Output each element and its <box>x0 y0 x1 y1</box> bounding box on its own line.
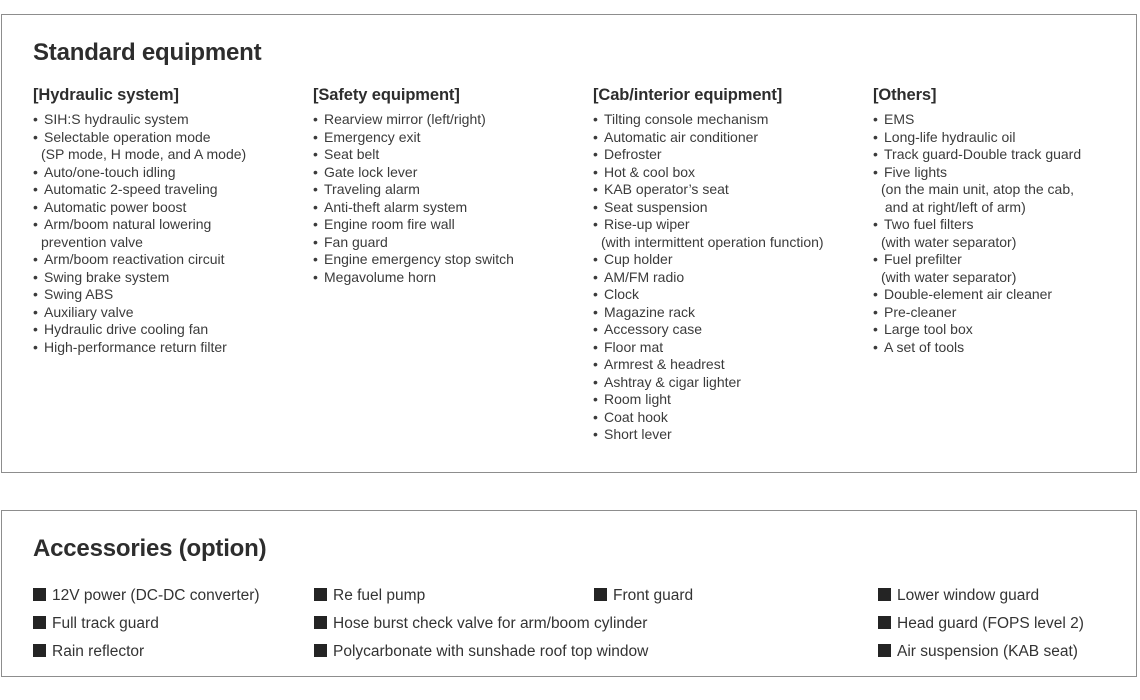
equipment-item-list <box>593 111 873 444</box>
equipment-item: • AM/FM radio <box>593 268 685 285</box>
bullet-icon: • <box>873 163 878 180</box>
bullet-icon: • <box>313 268 318 285</box>
bullet-icon: • <box>873 216 878 232</box>
bullet-icon: • <box>873 321 878 337</box>
equipment-item: • Room light <box>593 391 671 407</box>
accessories-title: Accessories (option) <box>33 535 267 562</box>
bullet-icon: • <box>593 426 598 442</box>
bullet-icon: • <box>593 251 598 267</box>
accessory-item: Re fuel pump <box>314 582 648 610</box>
equipment-item: • Arm/boom reactivation circuit <box>33 251 225 267</box>
bullet-icon: • <box>873 286 878 302</box>
accessories-column <box>33 582 260 666</box>
bullet-icon: • <box>593 111 598 127</box>
accessory-item: Full track guard <box>33 610 260 638</box>
bullet-icon: • <box>33 338 38 355</box>
bullet-icon: • <box>33 303 38 320</box>
equipment-item: • Five lights <box>873 163 948 180</box>
equipment-item: • A set of tools <box>873 338 965 355</box>
equipment-item: • Two fuel filters <box>873 216 974 232</box>
equipment-column-header: [Cab/interior equipment] <box>593 86 783 104</box>
bullet-icon: • <box>33 198 38 215</box>
equipment-item: • Coat hook <box>593 408 668 425</box>
equipment-item: • High-performance return filter <box>33 338 227 355</box>
accessories-column <box>878 582 1084 666</box>
equipment-item: • Engine emergency stop switch <box>313 251 514 267</box>
bullet-icon: • <box>33 251 38 267</box>
square-bullet-icon <box>314 616 327 629</box>
square-bullet-icon <box>314 588 327 601</box>
equipment-item: • Floor mat <box>593 338 664 355</box>
equipment-column-header: [Hydraulic system] <box>33 86 179 104</box>
equipment-item: • Seat suspension <box>593 198 708 215</box>
square-bullet-icon <box>594 588 607 601</box>
bullet-icon: • <box>593 286 598 302</box>
bullet-icon: • <box>313 181 318 197</box>
equipment-item: • Engine room fire wall <box>313 216 455 232</box>
equipment-item: • KAB operator’s seat <box>593 181 729 197</box>
equipment-column <box>593 85 873 444</box>
bullet-icon: • <box>33 181 38 197</box>
equipment-item: • Gate lock lever <box>313 163 418 180</box>
bullet-icon: • <box>33 216 38 232</box>
accessory-item: Hose burst check valve for arm/boom cylinder <box>314 610 648 638</box>
bullet-icon: • <box>33 128 38 145</box>
equipment-item: • Auxiliary valve <box>33 303 134 320</box>
bullet-icon: • <box>33 286 38 302</box>
bullet-icon: • <box>593 338 598 355</box>
equipment-item: • Accessory case <box>593 321 703 337</box>
equipment-item: • Automatic air conditioner <box>593 128 759 145</box>
equipment-column <box>313 85 593 286</box>
bullet-icon: • <box>873 146 878 162</box>
bullet-icon: • <box>593 128 598 145</box>
bullet-icon: • <box>313 198 318 215</box>
square-bullet-icon <box>878 644 891 657</box>
bullet-icon: • <box>593 198 598 215</box>
bullet-icon: • <box>593 268 598 285</box>
equipment-item-continuation: (SP mode, H mode, and A mode) <box>41 146 247 162</box>
equipment-item-list <box>873 111 1140 356</box>
equipment-item: • Hot & cool box <box>593 163 696 180</box>
equipment-item: • Fan guard <box>313 233 388 250</box>
bullet-icon: • <box>593 146 598 162</box>
bullet-icon: • <box>313 146 318 162</box>
square-bullet-icon <box>878 588 891 601</box>
equipment-item-continuation: prevention valve <box>41 233 143 250</box>
accessory-item: Air suspension (KAB seat) <box>878 638 1084 666</box>
bullet-icon: • <box>593 303 598 320</box>
bullet-icon: • <box>873 251 878 267</box>
bullet-icon: • <box>593 391 598 407</box>
equipment-item: • Hydraulic drive cooling fan <box>33 321 209 337</box>
equipment-item: • Armrest & headrest <box>593 356 725 372</box>
equipment-item: • Fuel prefilter <box>873 251 962 267</box>
bullet-icon: • <box>313 128 318 145</box>
equipment-item-continuation: (with intermittent operation function) <box>601 233 824 250</box>
bullet-icon: • <box>873 111 878 127</box>
equipment-item: • Rise-up wiper <box>593 216 690 232</box>
bullet-icon: • <box>593 373 598 390</box>
bullet-icon: • <box>313 163 318 180</box>
equipment-item: • Swing ABS <box>33 286 114 302</box>
square-bullet-icon <box>878 616 891 629</box>
bullet-icon: • <box>593 163 598 180</box>
bullet-icon: • <box>593 216 598 232</box>
accessory-item: 12V power (DC-DC converter) <box>33 582 260 610</box>
accessories-column <box>594 582 693 610</box>
bullet-icon: • <box>313 111 318 127</box>
equipment-item-continuation: (with water separator) <box>881 233 1017 250</box>
bullet-icon: • <box>873 303 878 320</box>
equipment-item-continuation: and at right/left of arm) <box>881 198 1026 215</box>
square-bullet-icon <box>33 588 46 601</box>
bullet-icon: • <box>33 268 38 285</box>
equipment-item: • Rearview mirror (left/right) <box>313 111 486 127</box>
equipment-item: • Tilting console mechanism <box>593 111 769 127</box>
equipment-item: • Automatic 2-speed traveling <box>33 181 218 197</box>
equipment-item: • EMS <box>873 111 915 127</box>
accessory-item: Rain reflector <box>33 638 260 666</box>
standard-equipment-section <box>1 14 1137 473</box>
equipment-item: • Traveling alarm <box>313 181 420 197</box>
equipment-item: • SIH:S hydraulic system <box>33 111 189 127</box>
equipment-item: • Clock <box>593 286 640 302</box>
bullet-icon: • <box>313 216 318 232</box>
bullet-icon: • <box>313 251 318 267</box>
equipment-item: • Automatic power boost <box>33 198 187 215</box>
equipment-item: • Pre-cleaner <box>873 303 957 320</box>
accessory-item: Front guard <box>594 582 693 610</box>
equipment-item: • Magazine rack <box>593 303 696 320</box>
equipment-item: • Arm/boom natural lowering <box>33 216 212 232</box>
equipment-item: • Swing brake system <box>33 268 170 285</box>
equipment-item: • Short lever <box>593 426 672 442</box>
bullet-icon: • <box>33 163 38 180</box>
standard-equipment-title: Standard equipment <box>33 39 262 66</box>
bullet-icon: • <box>873 338 878 355</box>
accessory-item: Head guard (FOPS level 2) <box>878 610 1084 638</box>
accessories-section <box>1 510 1137 677</box>
equipment-item: • Long-life hydraulic oil <box>873 128 1016 145</box>
equipment-item: • Large tool box <box>873 321 973 337</box>
equipment-column <box>33 85 313 356</box>
bullet-icon: • <box>873 128 878 145</box>
equipment-item: • Selectable operation mode <box>33 128 211 145</box>
equipment-column-header: [Safety equipment] <box>313 86 460 104</box>
square-bullet-icon <box>33 616 46 629</box>
equipment-item-list <box>313 111 593 286</box>
equipment-item: • Double-element air cleaner <box>873 286 1053 302</box>
equipment-item: • Defroster <box>593 146 662 162</box>
equipment-item: • Ashtray & cigar lighter <box>593 373 741 390</box>
square-bullet-icon <box>314 644 327 657</box>
equipment-item: • Cup holder <box>593 251 673 267</box>
bullet-icon: • <box>33 321 38 337</box>
equipment-item-list <box>33 111 313 356</box>
equipment-item: • Emergency exit <box>313 128 421 145</box>
equipment-item: • Megavolume horn <box>313 268 437 285</box>
bullet-icon: • <box>593 181 598 197</box>
equipment-item: • Anti-theft alarm system <box>313 198 468 215</box>
equipment-item: • Auto/one-touch idling <box>33 163 176 180</box>
equipment-item-continuation: (with water separator) <box>881 268 1017 285</box>
equipment-column <box>873 85 1140 356</box>
bullet-icon: • <box>313 233 318 250</box>
accessory-item: Lower window guard <box>878 582 1084 610</box>
equipment-item: • Seat belt <box>313 146 380 162</box>
equipment-item-continuation: (on the main unit, atop the cab, <box>881 181 1075 197</box>
square-bullet-icon <box>33 644 46 657</box>
bullet-icon: • <box>593 356 598 372</box>
equipment-column-header: [Others] <box>873 86 937 104</box>
accessory-item: Polycarbonate with sunshade roof top window <box>314 638 648 666</box>
equipment-item: • Track guard-Double track guard <box>873 146 1082 162</box>
bullet-icon: • <box>593 408 598 425</box>
bullet-icon: • <box>593 321 598 337</box>
bullet-icon: • <box>33 111 38 127</box>
